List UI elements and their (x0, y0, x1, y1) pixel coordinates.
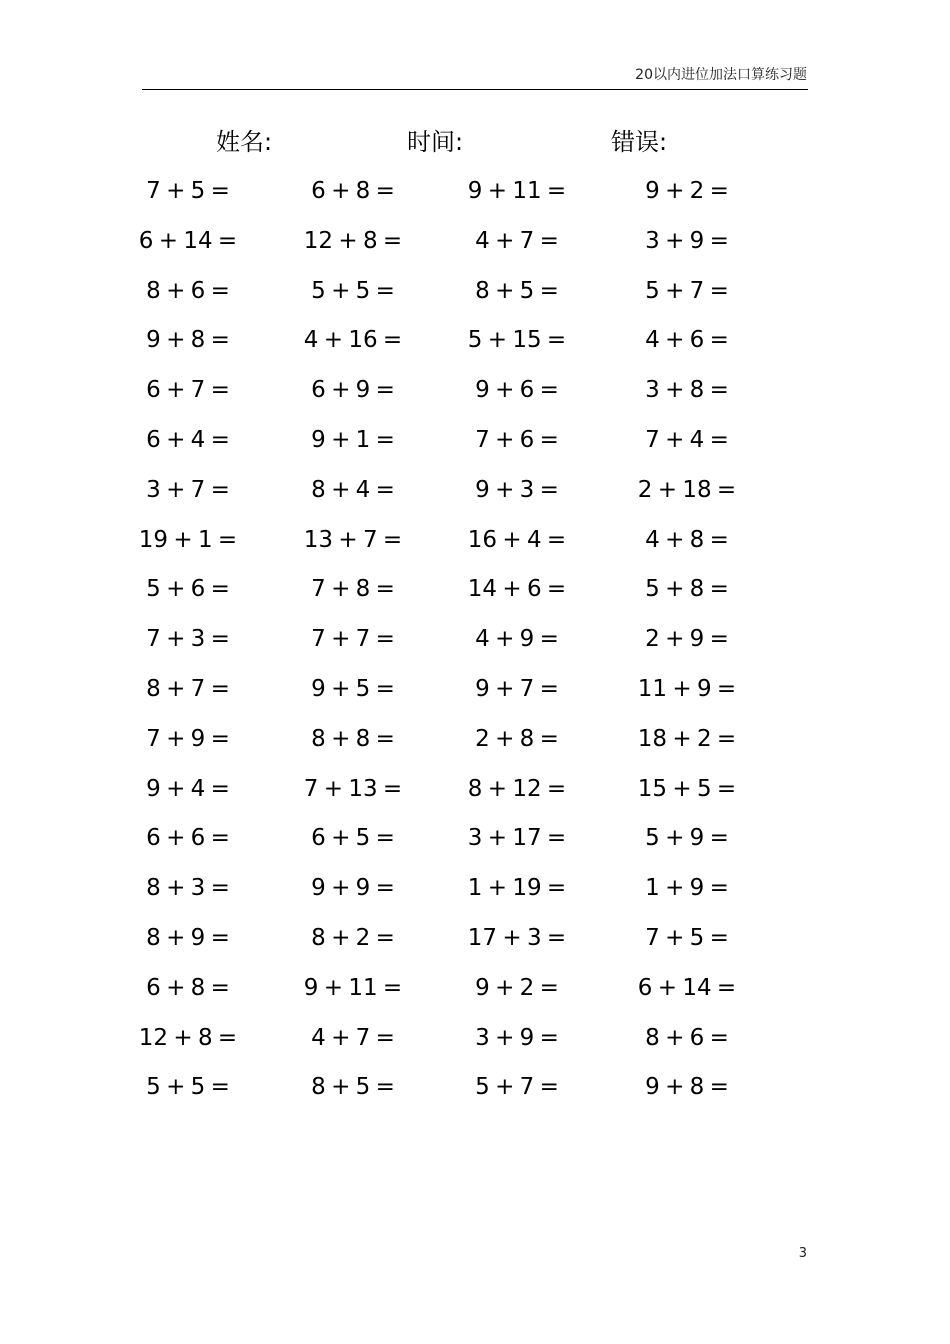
problem-item: 4 + 7 = (311, 1024, 395, 1051)
problem-item: 14 + 6 = (467, 576, 567, 603)
problem-item: 7 + 7 = (311, 626, 395, 653)
problem-item: 18 + 2 = (637, 725, 737, 752)
problem-item: 9 + 5 = (311, 675, 395, 702)
errors-label: 错误: (611, 128, 668, 156)
header-rule (142, 89, 808, 90)
problem-item: 5 + 5 = (311, 277, 395, 304)
problem-item: 8 + 6 = (645, 1024, 729, 1051)
problem-row (0, 315, 950, 365)
time-label: 时间: (407, 128, 464, 156)
problem-item: 8 + 4 = (311, 476, 395, 503)
problem-item: 3 + 9 = (475, 1024, 559, 1051)
problem-row (0, 863, 950, 913)
problem-item: 17 + 3 = (467, 924, 567, 951)
problem-item: 7 + 3 = (146, 626, 230, 653)
problem-item: 4 + 9 = (475, 626, 559, 653)
problem-item: 8 + 9 = (146, 924, 230, 951)
problem-item: 3 + 7 = (146, 476, 230, 503)
problem-item: 9 + 7 = (475, 675, 559, 702)
problem-item: 9 + 6 = (475, 377, 559, 404)
problem-item: 9 + 1 = (311, 426, 395, 453)
problem-item: 4 + 8 = (645, 526, 729, 553)
problem-row (0, 365, 950, 415)
student-info-row (0, 127, 950, 157)
problem-item: 5 + 6 = (146, 576, 230, 603)
problem-item: 8 + 7 = (146, 675, 230, 702)
problem-item: 9 + 2 = (475, 974, 559, 1001)
problem-row (0, 614, 950, 664)
problem-item: 5 + 7 = (645, 277, 729, 304)
problem-item: 8 + 5 = (475, 277, 559, 304)
problem-item: 7 + 5 = (645, 924, 729, 951)
problem-row (0, 764, 950, 814)
problem-item: 6 + 8 = (146, 974, 230, 1001)
problem-item: 9 + 8 = (146, 327, 230, 354)
problem-item: 9 + 2 = (645, 178, 729, 204)
problem-row (0, 166, 950, 216)
problem-row (0, 415, 950, 465)
problem-item: 9 + 9 = (311, 875, 395, 902)
problem-item: 8 + 3 = (146, 875, 230, 902)
problem-row (0, 1062, 950, 1112)
problem-item: 9 + 11 = (467, 178, 567, 204)
problem-item: 9 + 3 = (475, 476, 559, 503)
page-number: 3 (798, 1246, 807, 1261)
problem-item: 9 + 8 = (645, 1074, 729, 1101)
problem-item: 1 + 9 = (645, 875, 729, 902)
problem-row (0, 515, 950, 565)
problem-item: 15 + 5 = (637, 775, 737, 802)
problem-item: 5 + 5 = (146, 1074, 230, 1101)
problem-row (0, 664, 950, 714)
problem-item: 11 + 9 = (637, 675, 737, 702)
problem-item: 7 + 4 = (645, 426, 729, 453)
problem-item: 6 + 8 = (311, 178, 395, 204)
problem-item: 8 + 8 = (311, 725, 395, 752)
problem-item: 4 + 16 = (303, 327, 403, 354)
problem-grid (0, 166, 950, 1112)
problem-item: 6 + 14 = (637, 974, 737, 1001)
problem-item: 2 + 18 = (637, 476, 737, 503)
problem-item: 9 + 11 = (303, 974, 403, 1001)
problem-row (0, 216, 950, 266)
problem-row (0, 813, 950, 863)
problem-item: 8 + 2 = (311, 924, 395, 951)
problem-item: 12 + 8 = (138, 1024, 238, 1051)
problem-item: 6 + 4 = (146, 426, 230, 453)
problem-item: 3 + 17 = (467, 825, 567, 852)
problem-row (0, 266, 950, 316)
problem-item: 7 + 6 = (475, 426, 559, 453)
problem-row (0, 465, 950, 515)
problem-item: 4 + 6 = (645, 327, 729, 354)
problem-item: 9 + 4 = (146, 775, 230, 802)
problem-item: 6 + 9 = (311, 377, 395, 404)
problem-item: 16 + 4 = (467, 526, 567, 553)
problem-item: 6 + 7 = (146, 377, 230, 404)
problem-item: 5 + 7 = (475, 1074, 559, 1101)
problem-item: 19 + 1 = (138, 526, 238, 553)
problem-item: 13 + 7 = (303, 526, 403, 553)
problem-row (0, 913, 950, 963)
problem-item: 5 + 9 = (645, 825, 729, 852)
problem-item: 8 + 12 = (467, 775, 567, 802)
problem-item: 7 + 9 = (146, 725, 230, 752)
problem-item: 5 + 8 = (645, 576, 729, 603)
problem-item: 6 + 5 = (311, 825, 395, 852)
problem-item: 7 + 5 = (146, 178, 230, 204)
problem-item: 3 + 8 = (645, 377, 729, 404)
problem-item: 6 + 6 = (146, 825, 230, 852)
problem-row (0, 1013, 950, 1063)
problem-row (0, 564, 950, 614)
problem-item: 8 + 5 = (311, 1074, 395, 1101)
name-label: 姓名: (216, 128, 273, 156)
header-title: 20以内进位加法口算练习题 (635, 67, 807, 83)
problem-item: 2 + 9 = (645, 626, 729, 653)
problem-item: 7 + 8 = (311, 576, 395, 603)
problem-item: 1 + 19 = (467, 875, 567, 902)
problem-item: 5 + 15 = (467, 327, 567, 354)
problem-item: 8 + 6 = (146, 277, 230, 304)
problem-row (0, 714, 950, 764)
problem-item: 12 + 8 = (303, 227, 403, 254)
problem-row (0, 963, 950, 1013)
problem-item: 2 + 8 = (475, 725, 559, 752)
problem-item: 4 + 7 = (475, 227, 559, 254)
problem-item: 6 + 14 = (138, 227, 238, 254)
problem-item: 3 + 9 = (645, 227, 729, 254)
problem-item: 7 + 13 = (303, 775, 403, 802)
